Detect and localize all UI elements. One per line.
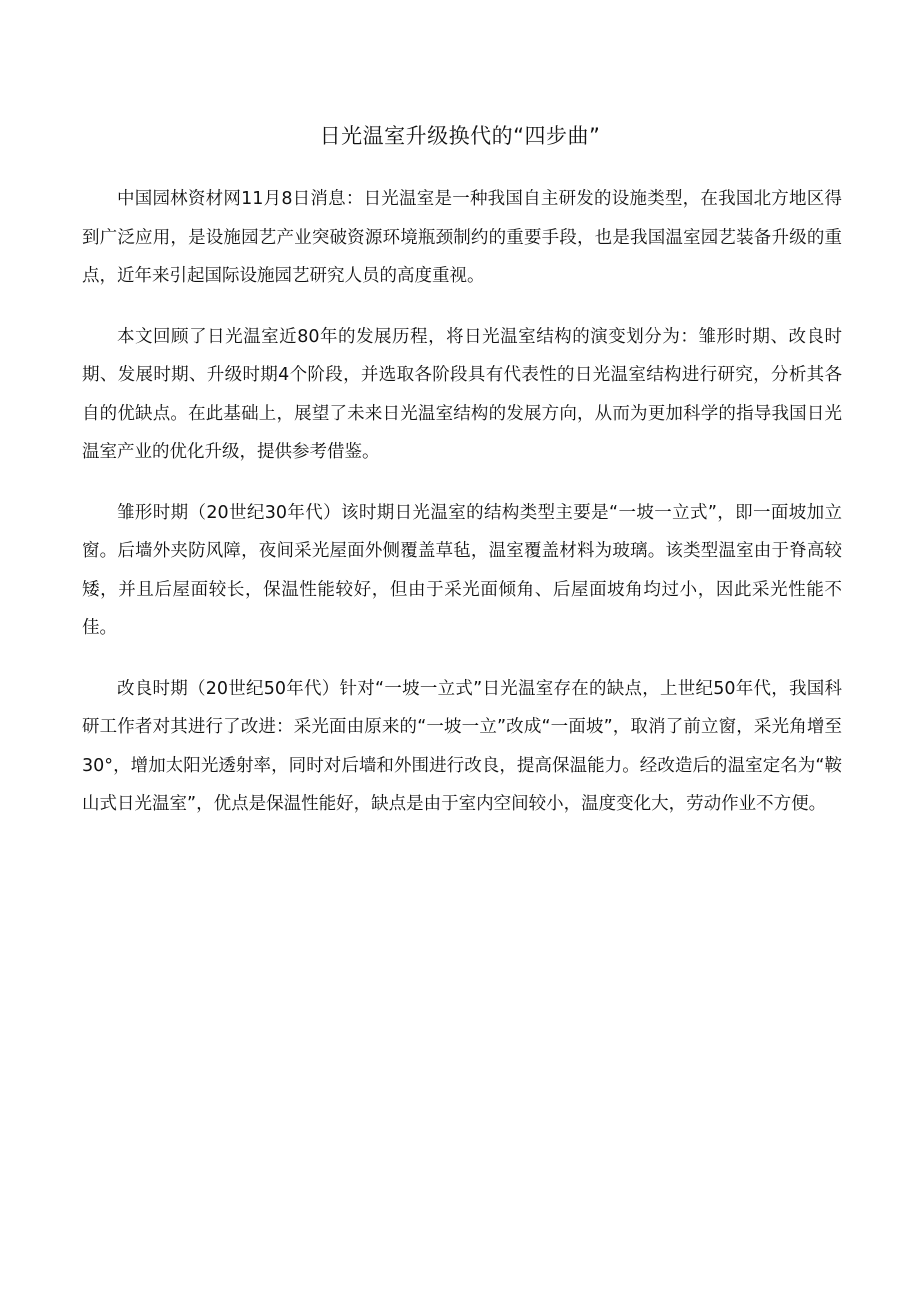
article-body [82,180,842,846]
paragraph-embryonic-period: 雏形时期（20世纪30年代）该时期日光温室的结构类型主要是“一坡一立式”，即一面坡加立窗。后墙外夹防风障，夜间采光屋面外侧覆盖草毡，温室覆盖材料为玻璃。该类型温室由于脊高较矮，并且后屋面较长，保温性能较好，但由于采光面倾角、后屋面坡角均过小，因此采光性能不佳。 [82,502,842,638]
article-title: 日光温室升级换代的“四步曲” [319,124,601,148]
paragraph-intro: 中国园林资材网11月8日消息：日光温室是一种我国自主研发的设施类型，在我国北方地区得到广泛应用，是设施园艺产业突破资源环境瓶颈制约的重要手段，也是我国温室园艺装备升级的重点，近年来引起国际设施园艺研究人员的高度重视。 [82,189,842,286]
paragraph-improvement-period: 改良时期（20世纪50年代）针对“一坡一立式”日光温室存在的缺点，上世纪50年代，我国科研工作者对其进行了改进：采光面由原来的“一坡一立”改成“一面坡”，取消了前立窗，采光角增至30°，增加太阳光透射率，同时对后墙和外围进行改良，提高保温能力。经改造后的温室定名为“鞍山式日光温室”，优点是保温性能好，缺点是由于室内空间较小，温度变化大，劳动作业不方便。 [82,678,842,814]
paragraph-overview: 本文回顾了日光温室近80年的发展历程，将日光温室结构的演变划分为：雏形时期、改良时期、发展时期、升级时期4个阶段，并选取各阶段具有代表性的日光温室结构进行研究，分析其各自的优缺点。在此基础上，展望了未来日光温室结构的发展方向，从而为更加科学的指导我国日光温室产业的优化升级，提供参考借鉴。 [82,326,842,462]
